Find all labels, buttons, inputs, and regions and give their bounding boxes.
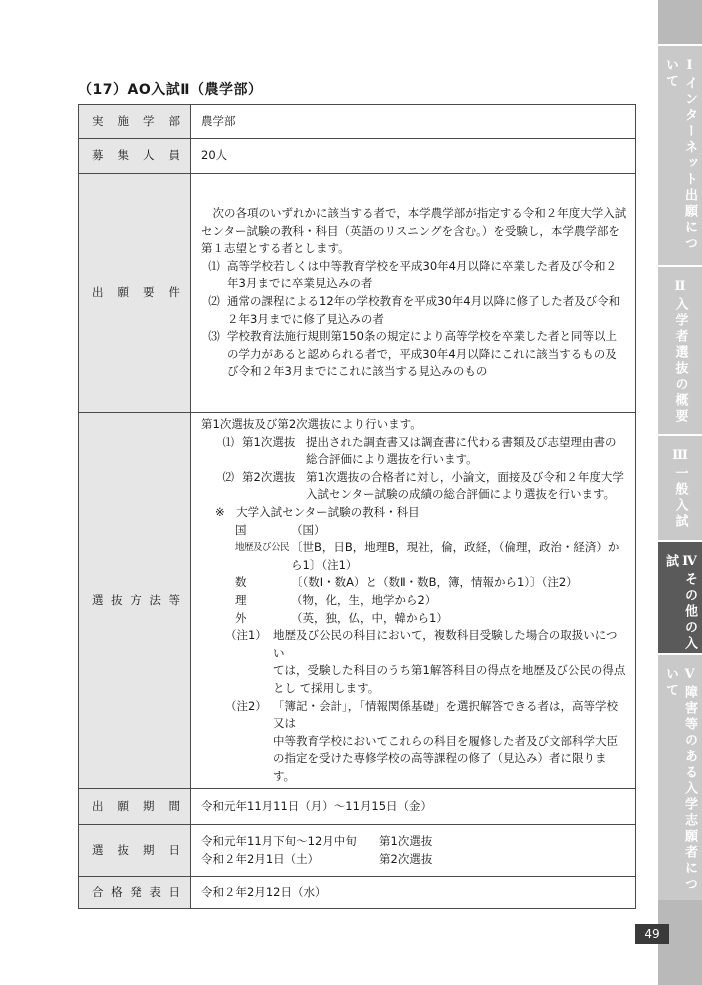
step-text: 第1次選抜の合格者に対し，小論文，面接及び令和２年度大学入試センター試験の成績の総合評価により選抜を行います。: [306, 469, 624, 502]
sidebar-tab-other-exams[interactable]: Ⅳその他の入試: [658, 540, 702, 653]
admission-table: [78, 104, 636, 909]
selection-step: [201, 469, 627, 504]
subject-name: 理: [235, 592, 247, 607]
note-number: （注1）: [225, 628, 267, 643]
row-period: [79, 789, 636, 825]
subject-row: [201, 592, 627, 610]
label-period: 出願期間: [79, 789, 191, 825]
row-eligibility: [79, 174, 636, 413]
subject-detail: （国）: [291, 522, 326, 537]
sidebar-tab-internet-application[interactable]: Ⅰインターネット出願について: [658, 44, 702, 265]
step-number: ⑴: [222, 434, 234, 449]
note-first-line: 「簿記・会計」，「情報関係基礎」を選択解答できる者は，高等学校又は: [273, 698, 618, 731]
note-first-line: 地歴及び公民の科目において，複数科目受験した場合の取扱いについ: [273, 628, 618, 660]
value-method: [191, 413, 636, 789]
value-quota: 20人: [191, 139, 636, 174]
note-number: （注2）: [225, 698, 267, 713]
value-eligibility: [191, 174, 636, 413]
subject-name: 外: [235, 610, 247, 625]
sidebar-tab-general-exam[interactable]: Ⅲ一般入試: [658, 434, 702, 540]
subject-detail: （英，独，仏，中，韓から1）: [291, 610, 448, 625]
subject-row: [201, 574, 627, 592]
schedule-stage: 第1次選抜: [379, 834, 433, 849]
value-announce: 令和２年2月12日（水）: [191, 877, 636, 909]
subject-name: 地歴及び公民: [235, 542, 290, 554]
sidebar-tab-selection-overview[interactable]: Ⅱ入学者選抜の概要: [658, 265, 702, 434]
label-faculty: 実施学部: [79, 105, 191, 139]
subject-name: 国: [235, 522, 247, 537]
subject-name: 数: [235, 575, 247, 590]
item-number: ⑵: [208, 294, 220, 308]
eligibility-item: [201, 258, 627, 293]
schedule-date: 令和元年11月下旬～12月中旬: [201, 834, 357, 849]
note-continuation: ては，受験した科目のうち第1解答科目の得点を地歴及び公民の得点とし て採用します。: [273, 663, 626, 695]
item-text: 高等学校若しくは中等教育学校を平成30年4月以降に卒業した者及び令和２年3月までに卒業見込みの者: [227, 258, 617, 291]
note-2: [201, 698, 627, 733]
value-faculty: 農学部: [191, 105, 636, 139]
step-head: 第1次選抜: [242, 434, 296, 449]
eligibility-intro: 次の各項のいずれかに該当する者で，本学農学部が指定する令和２年度大学入試センター試験の教科・科目（英語のリスニングを含む。）を受験し，本学農学部を第１志望とする者とします。: [201, 206, 627, 256]
note-1: [201, 627, 627, 662]
label-method: 選抜方法等: [79, 413, 191, 789]
value-period: 令和元年11月11日（月）～11月15日（金）: [191, 789, 636, 825]
value-schedule: [191, 825, 636, 877]
step-number: ⑵: [222, 469, 234, 484]
item-text: 学校教育法施行規則第150条の規定により高等学校を卒業した者と同等以上の学力があると認められる者で，平成30年4月以降にこれに該当するもの及び令和２年3月までにこれに該当する見込みのもの: [227, 329, 617, 379]
subject-detail: （物，化，生，地学から2）: [291, 592, 437, 607]
item-number: ⑴: [208, 258, 220, 273]
schedule-date: 令和２年2月1日（土）: [201, 851, 320, 866]
schedule-line: [201, 851, 627, 869]
schedule-line: [201, 833, 627, 851]
subject-row: [201, 539, 627, 574]
subject-row: [201, 522, 627, 540]
schedule-stage: 第2次選抜: [379, 851, 433, 866]
eligibility-item: [201, 293, 627, 328]
row-announce: [79, 877, 636, 909]
note-continuation: 中等教育学校においてこれらの科目を履修した者及び文部科学大臣の指定を受けた専修学校の高等課程の修了（見込み）者に限ります。: [273, 733, 618, 783]
step-head: 第2次選抜: [242, 469, 296, 484]
center-test-title: ※ 大学入試センター試験の教科・科目: [215, 504, 420, 519]
eligibility-item: [201, 328, 627, 381]
row-quota: [79, 139, 636, 174]
row-method: [79, 413, 636, 789]
subject-detail: 〔世B，日B，地理B，現社，倫，政経，（倫理，政治・経済）から1〕（注1）: [291, 540, 620, 572]
sidebar-tab-disabled-applicants[interactable]: Ⅴ障害等のある入学志願者について: [658, 653, 702, 900]
method-intro: 第1次選抜及び第2次選抜により行います。: [201, 417, 422, 431]
selection-step: [201, 434, 627, 469]
row-faculty: [79, 105, 636, 139]
label-announce: 合格発表日: [79, 877, 191, 909]
page-number: 49: [635, 924, 669, 944]
subject-detail: 〔（数Ⅰ・数A）と（数Ⅱ・数B，簿，情報から1）〕（注2）: [291, 575, 578, 590]
step-text: 提出された調査書又は調査書に代わる書類及び志望理由書の総合評価により選抜を行います。: [306, 434, 617, 467]
section-heading: （17）AO入試Ⅱ（農学部）: [78, 82, 263, 98]
row-schedule: [79, 825, 636, 877]
label-eligibility: 出願要件: [79, 174, 191, 413]
label-schedule: 選抜期日: [79, 825, 191, 877]
item-text: 通常の課程による12年の学校教育を平成30年4月以降に修了した者及び令和２年3月までに修了見込みの者: [227, 294, 621, 326]
item-number: ⑶: [208, 329, 220, 344]
label-quota: 募集人員: [79, 139, 191, 174]
subject-row: [201, 610, 627, 628]
